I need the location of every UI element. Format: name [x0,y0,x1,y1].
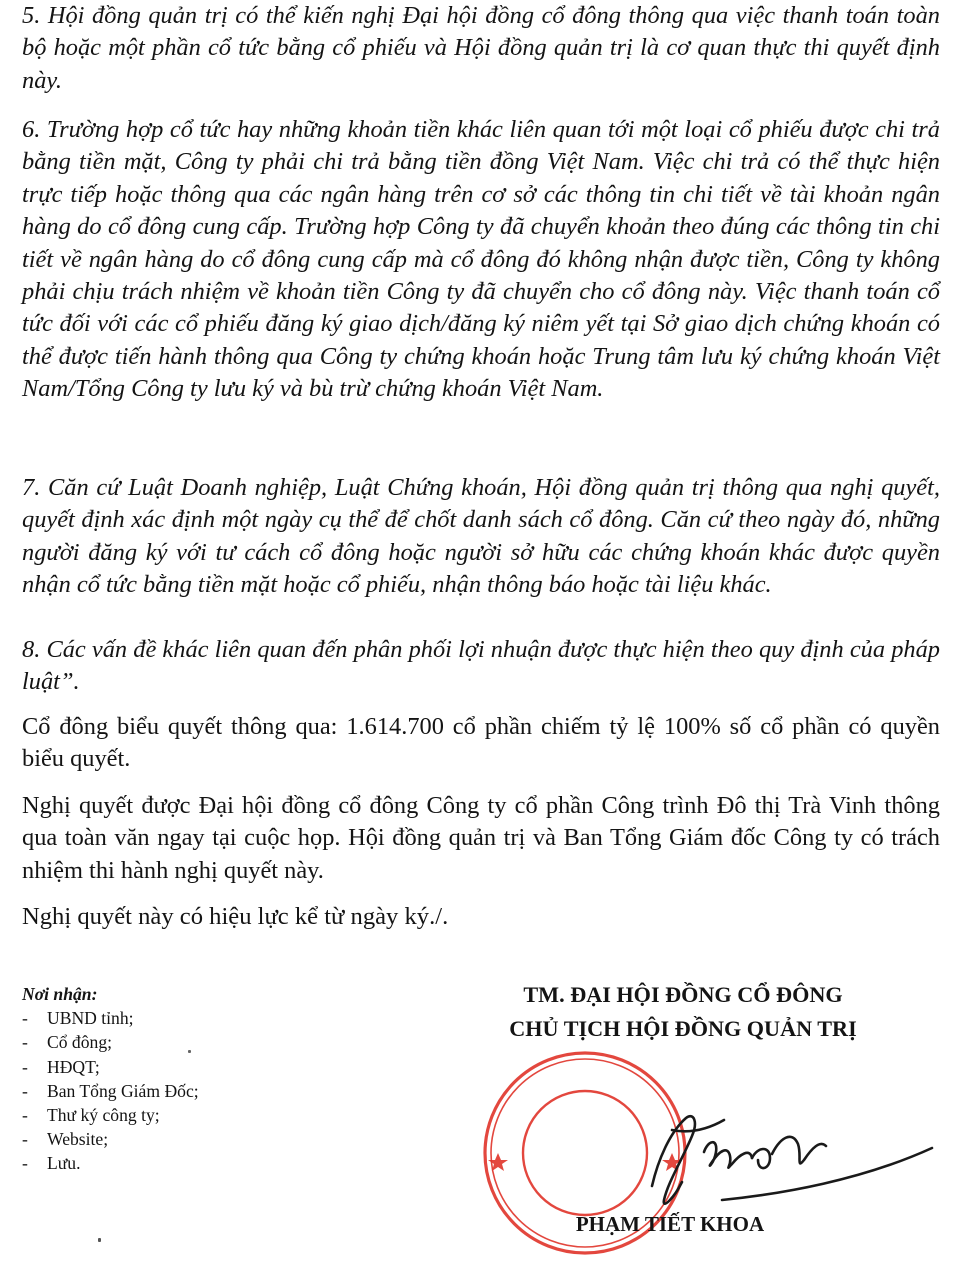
recipient-item [22,1055,322,1079]
signature-title-line-2: CHỦ TỊCH HỘI ĐỒNG QUẢN TRỊ [509,1016,857,1041]
recipients-items [22,1006,322,1175]
recipient-item [22,1151,322,1175]
list-dash: - [22,1056,28,1077]
scan-speck [188,1050,191,1053]
recipients-list [22,982,322,1176]
recipient-label: Website; [47,1129,109,1150]
resolution-adopted: Nghị quyết được Đại hội đồng cổ đông Công ty cổ phần Công trình Đô thị Trà Vinh thông qua toàn văn ngay tại cuộc họp. Hội đồng quản trị và Ban Tổng Giám đốc Công ty có trách nhiệm thi hành nghị quyết này. [22,792,940,884]
vote-result: Cổ đông biểu quyết thông qua: 1.614.700 cổ phần chiếm tỷ lệ 100% số cổ phần có quyền biểu quyết. [22,713,940,773]
list-dash: - [22,1080,28,1101]
recipient-item [22,1030,322,1054]
recipient-item [22,1079,322,1103]
list-dash: - [22,1008,28,1029]
clause-6: 6. Trường hợp cổ tức hay những khoản tiền khác liên quan tới một loại cổ phiếu được chi trả bằng tiền mặt, Công ty phải chi trả bằng tiền đồng Việt Nam. Việc chi trả có thể thực hiện trực tiếp hoặc thông qua các ngân hàng trên cơ sở các thông tin chi tiết về tài khoản ngân hàng do cổ đông cung cấp. Trường hợp Công ty đã chuyển khoản theo đúng các thông tin chi tiết về ngân hàng do cổ đông cung cấp mà cổ đông đó không nhận được tiền, Công ty không phải chịu trách nhiệm về khoản tiền Công ty đã chuyển cho cổ đông này. Việc thanh toán cổ tức đối với các cổ phiếu đăng ký giao dịch/đăng ký niêm yết tại Sở giao dịch chứng khoán có thể được tiến hành thông qua Công ty chứng khoán hoặc Trung tâm lưu ký chứng khoán Việt Nam/Tổng Công ty lưu ký và bù trừ chứng khoán Việt Nam. [22,116,940,403]
recipient-label: Ban Tổng Giám Đốc; [47,1080,199,1101]
recipient-label: Cổ đông; [47,1032,113,1053]
recipient-label: Thư ký công ty; [47,1105,160,1126]
list-dash: - [22,1105,28,1126]
recipient-label: HĐQT; [47,1056,100,1077]
scan-speck [98,1238,101,1242]
clause-7: 7. Căn cứ Luật Doanh nghiệp, Luật Chứng khoán, Hội đồng quản trị thông qua nghị quyết, quyết định xác định một ngày cụ thể để chốt danh sách cổ đông. Căn cứ theo ngày đó, những người đăng ký với tư cách cổ đông hoặc người sở hữu các chứng khoán khác được quyền nhận cổ tức bằng tiền mặt hoặc cổ phiếu, nhận thông báo hoặc tài liệu khác. [22,474,940,599]
clause-8: 8. Các vấn đề khác liên quan đến phân phối lợi nhuận được thực hiện theo quy định của pháp luật”. [22,636,940,696]
recipient-item [22,1006,322,1030]
list-dash: - [22,1032,28,1053]
recipients-title: Nơi nhận: [22,984,98,1004]
recipient-label: UBND tỉnh; [47,1008,134,1029]
list-dash: - [22,1153,28,1174]
recipient-item [22,1127,322,1151]
clause-5: 5. Hội đồng quản trị có thể kiến nghị Đại hội đồng cổ đông thông qua việc thanh toán toàn bộ hoặc một phần cổ tức bằng cổ phiếu và Hội đồng quản trị là cơ quan thực thi quyết định này. [22,2,940,94]
recipient-label: Lưu. [47,1153,81,1174]
effective-clause: Nghị quyết này có hiệu lực kể từ ngày ký./. [22,903,449,930]
signer-name: PHẠM TIẾT KHOA [575,1212,765,1236]
recipient-item [22,1103,322,1127]
handwritten-signature [612,1090,942,1230]
list-dash: - [22,1129,28,1150]
signature-title-line-1: TM. ĐẠI HỘI ĐỒNG CỔ ĐÔNG [523,982,843,1007]
